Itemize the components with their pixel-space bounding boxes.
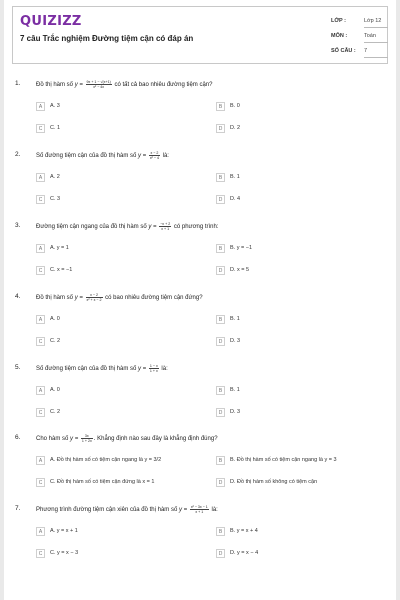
question-text-lead: Đồ thị hàm số	[36, 82, 75, 89]
answer-option-a[interactable]	[36, 244, 178, 255]
answer-option-d[interactable]	[216, 549, 358, 560]
question-text-tail: có bao nhiêu đường tiệm cận đứng?	[103, 295, 203, 302]
answer-option-c[interactable]	[36, 337, 178, 348]
option-letter-box[interactable]: C	[36, 195, 45, 204]
option-letter-box[interactable]: D	[216, 195, 225, 204]
fraction-denominator: x + 1	[195, 510, 204, 514]
math-fraction	[81, 434, 93, 443]
answer-option-c[interactable]	[36, 124, 178, 135]
option-letter-box[interactable]: B	[216, 315, 225, 324]
option-letter-box[interactable]: C	[36, 408, 45, 417]
answer-option-b[interactable]	[216, 102, 358, 113]
question-text-lead: Số đường tiệm cận của đồ thị hàm số	[36, 366, 139, 373]
fraction-denominator: 1 + 2x	[81, 439, 92, 443]
fraction-denominator: x² + x − 2	[86, 298, 102, 302]
option-text: D. 2	[230, 125, 241, 131]
option-letter-box[interactable]: B	[216, 244, 225, 253]
math-fraction	[149, 151, 160, 160]
answer-option-b[interactable]	[216, 456, 358, 467]
answer-option-b[interactable]	[216, 315, 358, 326]
question-text-lead: Số đường tiệm cận của đồ thị hàm số	[36, 153, 139, 160]
option-letter-box[interactable]: A	[36, 244, 45, 253]
question-text-lead: Đồ thị hàm số	[36, 295, 75, 302]
question-text-tail: có tất cả bao nhiêu đường tiệm cận?	[112, 82, 213, 89]
question-text	[36, 293, 203, 302]
worksheet-header	[12, 6, 388, 64]
fraction-denominator: x + 1	[161, 227, 170, 231]
fraction-denominator: x² − 4	[149, 156, 159, 160]
answer-option-a[interactable]	[36, 456, 178, 467]
math-fraction	[86, 80, 112, 89]
option-letter-box[interactable]: D	[216, 266, 225, 275]
fraction-denominator: x² − 4x	[93, 85, 105, 89]
math-expression: y =	[74, 82, 85, 89]
answer-option-c[interactable]	[36, 549, 178, 560]
answer-option-d[interactable]	[216, 195, 358, 206]
math-expression: y =	[138, 153, 148, 160]
option-letter-box[interactable]: D	[216, 408, 225, 417]
option-text: C. 1	[50, 125, 61, 131]
answer-option-a[interactable]	[36, 173, 178, 184]
fraction-numerator: 3x	[81, 434, 93, 439]
option-letter-box[interactable]: A	[36, 173, 45, 182]
answer-option-a[interactable]	[36, 386, 178, 397]
option-letter-box[interactable]: B	[216, 173, 225, 182]
option-text: D. 3	[230, 338, 241, 344]
option-text: C. x = −1	[50, 267, 73, 273]
math-fraction	[190, 505, 209, 514]
option-text: A. 2	[50, 174, 60, 180]
answer-option-c[interactable]	[36, 195, 178, 206]
option-text: C. Đồ thị hàm số có tiệm cận đứng là x = 1	[50, 479, 155, 485]
subject-row	[331, 31, 393, 43]
question-number: 5.	[15, 364, 21, 371]
option-text: D. Đồ thị hàm số không có tiệm cận	[230, 479, 318, 485]
class-label: LỚP :	[331, 18, 346, 24]
option-text: B. 1	[230, 174, 240, 180]
question-text-tail: có phương trình:	[172, 224, 219, 231]
question-text-tail: là:	[160, 153, 169, 160]
page-title: 7 câu Trắc nghiệm Đường tiệm cận có đáp án	[20, 34, 194, 43]
option-text: C. 2	[50, 338, 61, 344]
fraction-numerator: x − 2	[150, 151, 159, 155]
answer-option-d[interactable]	[216, 124, 358, 135]
option-letter-box[interactable]: C	[36, 549, 45, 558]
option-text: B. y = x + 4	[230, 528, 258, 534]
answer-option-b[interactable]	[216, 527, 358, 538]
answer-option-a[interactable]	[36, 102, 178, 113]
option-text: A. 3	[50, 103, 60, 109]
math-expression: y =	[178, 507, 189, 514]
option-text: D. 3	[230, 409, 241, 415]
math-expression: y =	[70, 436, 80, 443]
option-text: A. y = x + 1	[50, 528, 78, 534]
answer-option-d[interactable]	[216, 337, 358, 348]
option-text: C. 2	[50, 409, 61, 415]
question-text	[36, 434, 218, 443]
option-text: D. y = x − 4	[230, 550, 259, 556]
option-text: A. 0	[50, 316, 60, 322]
option-letter-box[interactable]: D	[216, 478, 225, 487]
option-text: B. 1	[230, 316, 240, 322]
fraction-denominator: 1 + x	[149, 369, 158, 373]
option-text: D. x = 5	[230, 267, 250, 273]
answer-option-a[interactable]	[36, 315, 178, 326]
math-fraction	[86, 293, 103, 302]
option-text: A. y = 1	[50, 245, 69, 251]
question-text-lead: Cho hàm số	[36, 436, 71, 443]
option-letter-box[interactable]: A	[36, 102, 45, 111]
option-text: A. 0	[50, 387, 60, 393]
option-letter-box[interactable]: B	[216, 527, 225, 536]
fraction-numerator: 1 − x	[149, 364, 158, 368]
answer-option-c[interactable]	[36, 408, 178, 419]
question-text	[36, 222, 219, 231]
option-letter-box[interactable]: B	[216, 102, 225, 111]
question-count-value: 7	[364, 46, 388, 58]
option-letter-box[interactable]: C	[36, 337, 45, 346]
option-letter-box[interactable]: C	[36, 478, 45, 487]
class-row	[331, 16, 393, 28]
question-number: 2.	[15, 151, 21, 158]
option-letter-box[interactable]: A	[36, 456, 45, 465]
math-fraction	[159, 222, 171, 231]
option-letter-box[interactable]: A	[36, 315, 45, 324]
answer-option-b[interactable]	[216, 173, 358, 184]
math-expression: y =	[138, 366, 148, 373]
question-text-tail: là:	[159, 366, 168, 373]
math-expression: y =	[148, 224, 159, 231]
subject-label: MÔN :	[331, 33, 348, 39]
option-text: B. y = −1	[230, 245, 253, 251]
fraction-numerator: x − 2	[86, 293, 103, 298]
question-text-tail: . Khẳng định nào sau đây là khẳng định đúng?	[93, 436, 218, 443]
question-text-lead: Phương trình đường tiệm cận xiên của đồ thị hàm số	[36, 507, 179, 514]
math-fraction	[149, 364, 159, 373]
option-letter-box[interactable]: B	[216, 456, 225, 465]
question-text	[36, 151, 169, 160]
option-letter-box[interactable]: C	[36, 266, 45, 275]
option-letter-box[interactable]: A	[36, 527, 45, 536]
answer-option-b[interactable]	[216, 244, 358, 255]
option-text: C. 3	[50, 196, 61, 202]
question-number: 7.	[15, 505, 21, 512]
question-count-label: SỐ CÂU :	[331, 48, 356, 54]
answer-option-a[interactable]	[36, 527, 178, 538]
option-letter-box[interactable]: D	[216, 549, 225, 558]
question-text	[36, 505, 218, 514]
answer-option-d[interactable]	[216, 408, 358, 419]
fraction-numerator: x² − 3x − 1	[190, 505, 208, 509]
question-number: 1.	[15, 80, 21, 87]
answer-option-c[interactable]	[36, 266, 178, 277]
option-text: D. 4	[230, 196, 241, 202]
answer-option-c[interactable]	[36, 478, 178, 489]
question-text-tail: là:	[209, 507, 218, 514]
answer-option-d[interactable]	[216, 478, 358, 489]
question-text-lead: Đường tiệm cận ngang của đồ thị hàm số	[36, 224, 149, 231]
subject-value: Toán	[364, 31, 388, 43]
worksheet-page	[4, 0, 396, 600]
question-count-row	[331, 46, 393, 58]
question-text	[36, 364, 168, 373]
option-letter-box[interactable]: C	[36, 124, 45, 133]
option-letter-box[interactable]: D	[216, 124, 225, 133]
question-number: 3.	[15, 222, 21, 229]
option-letter-box[interactable]: D	[216, 337, 225, 346]
quizizz-logo: QUIZIZZ	[20, 14, 82, 29]
option-letter-box[interactable]: A	[36, 386, 45, 395]
fraction-numerator: 9x + 1 − √(x+1)	[86, 80, 111, 84]
answer-option-d[interactable]	[216, 266, 358, 277]
option-text: C. y = x − 3	[50, 550, 79, 556]
question-number: 6.	[15, 434, 21, 441]
option-text: B. 1	[230, 387, 240, 393]
fraction-numerator: −x + 2	[160, 222, 171, 226]
option-letter-box[interactable]: B	[216, 386, 225, 395]
question-number: 4.	[15, 293, 21, 300]
option-text: A. Đồ thị hàm số có tiệm cận ngang là y = 3/2	[50, 457, 162, 463]
math-expression: y =	[74, 295, 85, 302]
answer-option-b[interactable]	[216, 386, 358, 397]
option-text: B. Đồ thị hàm số có tiệm cận ngang là y = 3	[230, 457, 337, 463]
option-text: B. 0	[230, 103, 240, 109]
class-value: Lớp 12	[364, 16, 388, 28]
question-text	[36, 80, 212, 89]
